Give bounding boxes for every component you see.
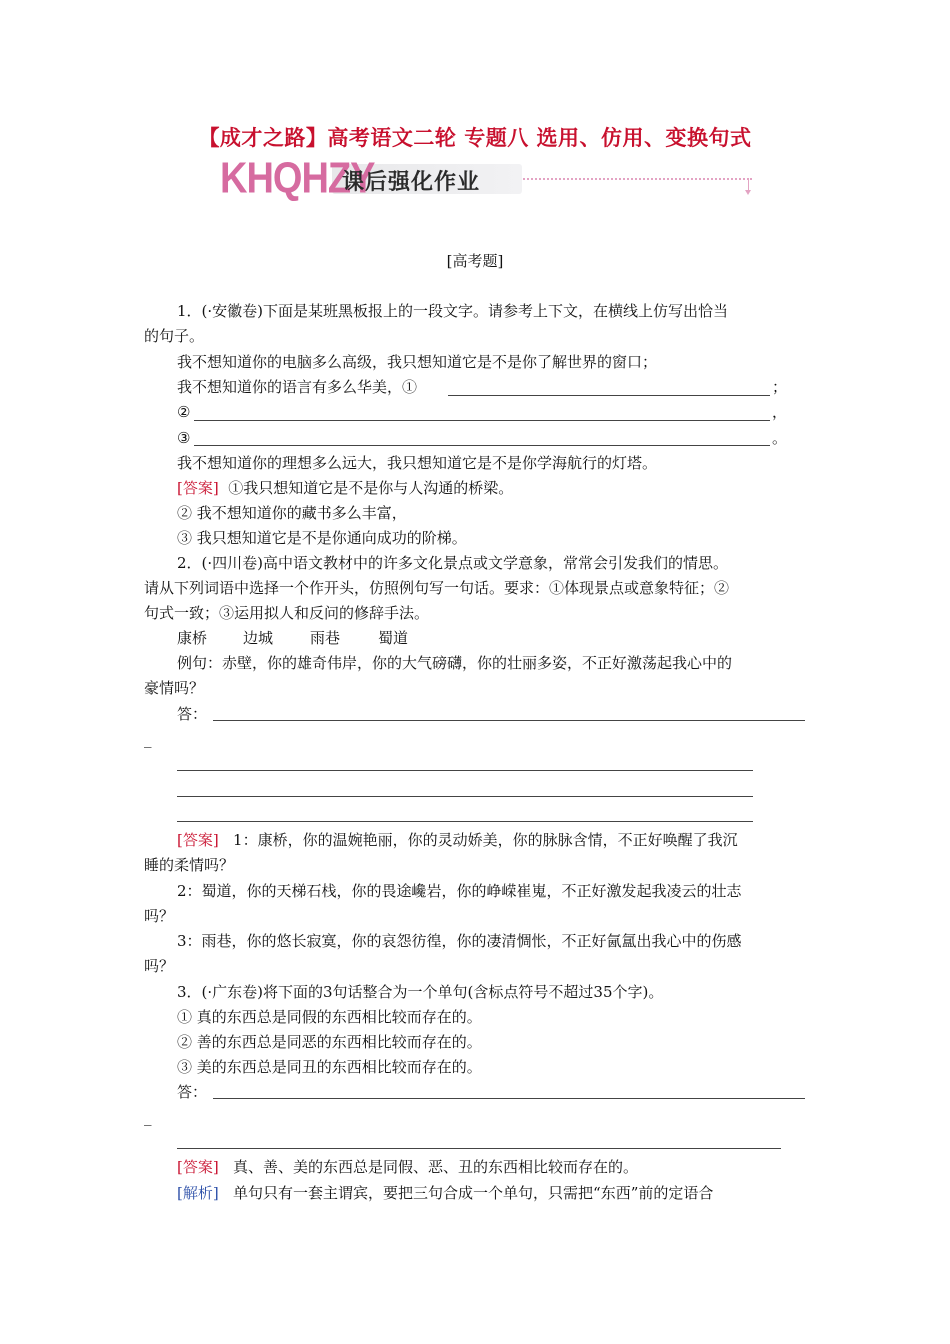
q1-blank3[interactable]	[194, 445, 770, 446]
q1-answer-2: ② 我不想知道你的藏书多么丰富，	[177, 504, 407, 522]
q2-answer-label: 答：	[177, 705, 208, 723]
q2-answer-line3[interactable]	[177, 796, 753, 797]
banner-dotted-line	[520, 178, 752, 180]
q1-sentence2: 我不想知道你的语言有多么华美，①	[177, 378, 418, 396]
q2-answer-line4[interactable]	[177, 821, 753, 822]
homework-banner	[220, 154, 780, 204]
q1-blank3-marker: ③	[177, 429, 191, 447]
q2-dash: _	[144, 730, 152, 748]
q2-answer-2-cont: 吗？	[144, 907, 175, 925]
q1-answer-3: ③ 我只想知道它是不是你通向成功的阶梯。	[177, 529, 467, 547]
q3-sentence3: ③ 美的东西总是同丑的东西相比较而存在的。	[177, 1058, 482, 1076]
q2-answer-1-cont: 睡的柔情吗？	[144, 856, 235, 874]
q3-analysis	[177, 1183, 713, 1203]
q3-line1: 3．(·广东卷)将下面的3句话整合为一个单句(含标点符号不超过35个字)。	[177, 983, 664, 1001]
q2-line3: 句式一致；③运用拟人和反问的修辞手法。	[144, 604, 430, 622]
q2-option-1: 康桥	[177, 629, 208, 647]
q1-line1: 1．(·安徽卷)下面是某班黑板报上的一段文字。请参考上下文，在横线上仿写出恰当	[177, 302, 729, 320]
q1-line2: 的句子。	[144, 327, 205, 345]
q2-line1: 2．(·四川卷)高中语文教材中的许多文化景点或文学意象，常常会引发我们的情思。	[177, 554, 729, 572]
banner-arrow-icon	[748, 178, 749, 192]
answer-tag: [答案]	[177, 831, 219, 849]
q2-answer-3-cont: 吗？	[144, 957, 175, 975]
q2-answer-2: 2：蜀道，你的天梯石栈，你的畏途巉岩，你的峥嵘崔嵬，不正好激发起我凌云的壮志	[177, 882, 742, 900]
q2-option-3: 雨巷	[310, 629, 341, 647]
q3-dash: _	[144, 1108, 152, 1126]
q1-sentence5: 我不想知道你的理想多么远大，我只想知道它是不是你学海航行的灯塔。	[177, 454, 658, 472]
q3-sentence1: ① 真的东西总是同假的东西相比较而存在的。	[177, 1008, 482, 1026]
q3-sentence2: ② 善的东西总是同恶的东西相比较而存在的。	[177, 1033, 482, 1051]
q2-answer-line2[interactable]	[177, 770, 753, 771]
q1-blank2-marker: ②	[177, 403, 191, 421]
q2-line2: 请从下列词语中选择一个作开头，仿照例句写一句话。要求：①体现景点或意象特征；②	[144, 579, 730, 597]
banner-letters: KHQHZY	[220, 154, 375, 204]
q2-option-4: 蜀道	[378, 629, 409, 647]
q2-example-1: 例句：赤壁，你的雄奇伟岸，你的大气磅礴，你的壮丽多姿，不正好激荡起我心中的	[177, 654, 733, 672]
q2-answer-3: 3：雨巷，你的悠长寂寞，你的哀怨彷徨，你的凄清惆怅，不正好氤氲出我心中的伤感	[177, 932, 742, 950]
q1-answer	[177, 478, 513, 498]
q3-answer-label: 答：	[177, 1083, 208, 1101]
q2-example-2: 豪情吗？	[144, 679, 205, 697]
banner-text: 课后强化作业	[342, 170, 481, 195]
q3-answer-line2[interactable]	[177, 1148, 781, 1149]
section-label: [高考题]	[446, 252, 504, 270]
q3-analysis-text: 单句只有一套主谓宾，要把三句合成一个单句，只需把“东西”前的定语合	[233, 1184, 714, 1202]
answer-tag: [答案]	[177, 479, 219, 497]
q2-answer-line1[interactable]	[213, 720, 805, 721]
q3-answer-line1[interactable]	[213, 1098, 805, 1099]
q3-answer-text: 真、善、美的东西总是同假、恶、丑的东西相比较而存在的。	[233, 1158, 639, 1176]
q1-blank1[interactable]	[448, 395, 770, 396]
page-title: 【成才之路】高考语文二轮 专题八 选用、仿用、变换句式	[198, 125, 752, 150]
q1-blank2[interactable]	[194, 420, 770, 421]
q2-option-2: 边城	[243, 629, 274, 647]
q1-sentence1: 我不想知道你的电脑多么高级，我只想知道它是不是你了解世界的窗口；	[177, 353, 658, 371]
answer-tag: [答案]	[177, 1158, 219, 1176]
q2-answer-1-text: 1：康桥，你的温婉艳丽，你的灵动娇美，你的脉脉含情，不正好唤醒了我沉	[233, 831, 738, 849]
analysis-tag: [解析]	[177, 1184, 219, 1202]
q1-sentence2-end: ；	[772, 378, 788, 396]
q1-answer-1: ①我只想知道它是不是你与人沟通的桥梁。	[228, 479, 514, 497]
q1-blank2-end: ，	[772, 403, 788, 421]
q3-answer	[177, 1157, 638, 1177]
q2-answer-1	[177, 830, 738, 850]
q1-blank3-end: 。	[772, 429, 788, 447]
